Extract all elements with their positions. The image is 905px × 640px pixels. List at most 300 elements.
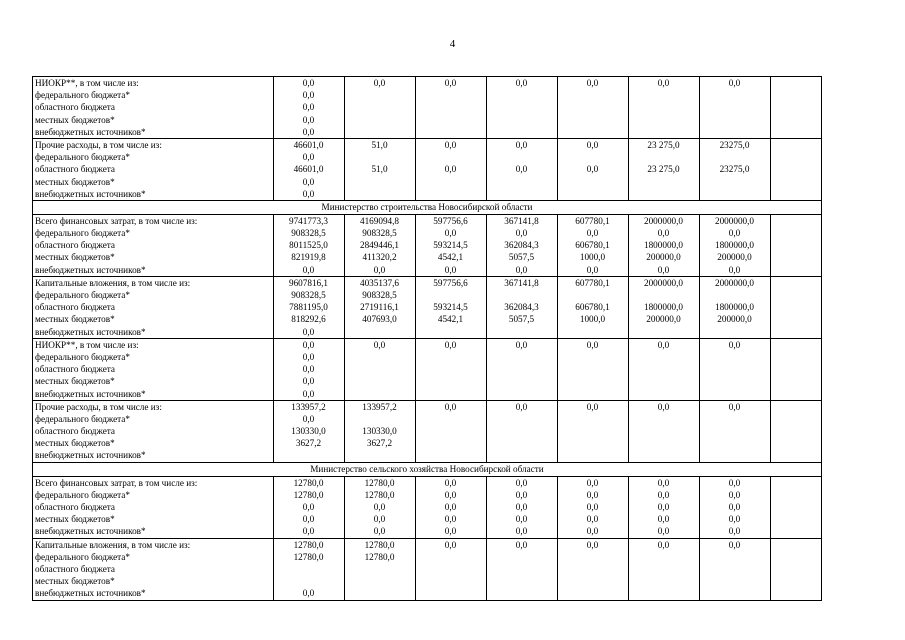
- cell-value: 1800000,0: [643, 302, 684, 313]
- empty-line: [345, 375, 414, 387]
- source-label: внебюджетных источников*: [35, 126, 146, 137]
- source-label: внебюджетных источников*: [35, 526, 146, 537]
- cell-value: 0,0: [728, 264, 741, 275]
- cell-value: 0,0: [657, 539, 670, 550]
- budget-table-body: [33, 77, 822, 601]
- cell-value: 0,0: [444, 526, 457, 537]
- value-cell: [700, 77, 771, 139]
- empty-line: [558, 114, 627, 126]
- cell-value: 0,0: [373, 339, 386, 350]
- empty-line: [700, 101, 769, 113]
- cell-value: 51,0: [371, 164, 388, 175]
- cell-value: 0,0: [302, 176, 315, 187]
- value-cell: [771, 276, 822, 338]
- cell-value: 0,0: [657, 401, 670, 412]
- value-cell: [274, 476, 345, 538]
- cell-value: 12780,0: [364, 477, 395, 488]
- value-cell: [558, 77, 629, 139]
- source-label: местных бюджетов*: [35, 376, 115, 387]
- empty-line: [345, 563, 414, 575]
- indicator-label: Прочие расходы, в том числе из:: [35, 139, 162, 150]
- empty-line: [629, 101, 698, 113]
- cell-value: 0,0: [728, 526, 741, 537]
- value-cell: [416, 400, 487, 462]
- indicator-label: НИОКР**, в том числе из:: [35, 78, 139, 88]
- table-row: [33, 476, 822, 538]
- empty-line: [345, 126, 414, 138]
- table-row: [33, 138, 822, 200]
- table-row: [33, 400, 822, 462]
- empty-line: [558, 425, 627, 437]
- empty-line: [700, 89, 769, 101]
- cell-value: 0,0: [444, 228, 457, 239]
- cell-value: 607780,1: [575, 215, 610, 226]
- empty-line: [629, 575, 698, 587]
- source-label: федерального бюджета*: [35, 351, 130, 362]
- cell-value: 133957,2: [362, 401, 397, 412]
- cell-value: 0,0: [302, 152, 315, 163]
- empty-line: [700, 587, 769, 599]
- value-cell: [416, 77, 487, 139]
- cell-value: 0,0: [586, 164, 599, 175]
- cell-value: [345, 151, 414, 163]
- empty-line: [771, 89, 820, 101]
- empty-line: [345, 575, 414, 587]
- empty-line: [416, 326, 485, 338]
- source-label: областного бюджета: [35, 426, 115, 437]
- empty-line: [629, 375, 698, 387]
- cell-value: [771, 539, 820, 551]
- cell-value: 0,0: [728, 401, 741, 412]
- cell-value: [345, 413, 414, 425]
- empty-line: [700, 126, 769, 138]
- source-label: федерального бюджета*: [35, 152, 130, 163]
- cell-value: 12780,0: [293, 539, 324, 550]
- cell-value: 362084,3: [504, 240, 539, 251]
- empty-line: [700, 351, 769, 363]
- empty-line: [629, 587, 698, 599]
- value-cell: [629, 338, 700, 400]
- value-cell: [274, 338, 345, 400]
- cell-value: 12780,0: [293, 477, 324, 488]
- value-cell: [416, 338, 487, 400]
- indicator-label: Капитальные вложения, в том числе из:: [35, 277, 191, 288]
- empty-line: [629, 326, 698, 338]
- cell-value: [487, 151, 556, 163]
- cell-value: 0,0: [444, 539, 457, 550]
- value-cell: [416, 138, 487, 200]
- cell-value: 0,0: [728, 514, 741, 525]
- cell-value: 2849446,1: [359, 240, 400, 251]
- cell-value: 0,0: [444, 514, 457, 525]
- cell-value: 0,0: [444, 264, 457, 275]
- empty-line: [629, 563, 698, 575]
- value-cell: [629, 138, 700, 200]
- cell-value: 908328,5: [362, 228, 397, 239]
- value-cell: [771, 400, 822, 462]
- value-cell: [274, 538, 345, 600]
- empty-line: [700, 363, 769, 375]
- cell-value: 23275,0: [719, 164, 750, 175]
- empty-line: [416, 587, 485, 599]
- cell-value: 0,0: [302, 514, 315, 525]
- indicator-label: Капитальные вложения, в том числе из:: [35, 539, 191, 550]
- cell-value: 0,0: [373, 514, 386, 525]
- source-label: местных бюджетов*: [35, 514, 115, 525]
- cell-value: 0,0: [657, 477, 670, 488]
- cell-value: 2000000,0: [643, 215, 684, 226]
- cell-value: 0,0: [515, 264, 528, 275]
- cell-value: 200000,0: [646, 252, 681, 263]
- cell-value: 0,0: [657, 339, 670, 350]
- cell-value: 0,0: [586, 502, 599, 512]
- cell-value: [558, 289, 627, 301]
- empty-line: [700, 375, 769, 387]
- source-label: федерального бюджета*: [35, 228, 130, 239]
- cell-value: 1000,0: [579, 314, 606, 325]
- cell-value: 0,0: [302, 376, 315, 387]
- empty-line: [558, 351, 627, 363]
- cell-value: 908328,5: [291, 228, 326, 239]
- empty-line: [558, 176, 627, 188]
- empty-line: [558, 89, 627, 101]
- cell-value: 0,0: [302, 78, 315, 88]
- cell-value: 0,0: [586, 526, 599, 537]
- empty-line: [771, 351, 820, 363]
- empty-line: [345, 351, 414, 363]
- value-cell: [274, 276, 345, 338]
- cell-value: 0,0: [515, 164, 528, 175]
- cell-value: 0,0: [515, 477, 528, 488]
- cell-value: 0,0: [302, 388, 315, 399]
- empty-line: [558, 188, 627, 200]
- empty-line: [771, 413, 820, 425]
- cell-value: 133957,2: [291, 401, 326, 412]
- value-cell: [558, 476, 629, 538]
- empty-line: [558, 587, 627, 599]
- cell-value: 0,0: [586, 401, 599, 412]
- source-label: областного бюджета: [35, 502, 115, 512]
- cell-value: 0,0: [586, 477, 599, 488]
- empty-line: [771, 525, 820, 537]
- cell-value: 0,0: [657, 228, 670, 239]
- indicator-cell: [33, 400, 274, 462]
- value-cell: [700, 214, 771, 276]
- empty-line: [771, 437, 820, 449]
- value-cell: [487, 214, 558, 276]
- cell-value: 0,0: [515, 514, 528, 525]
- indicator-cell: [33, 538, 274, 600]
- cell-value: 4542,1: [437, 252, 464, 263]
- source-label: местных бюджетов*: [35, 576, 115, 587]
- empty-line: [487, 375, 556, 387]
- empty-line: [771, 188, 820, 200]
- cell-value: 4542,1: [437, 314, 464, 325]
- empty-line: [416, 188, 485, 200]
- source-label: внебюджетных источников*: [35, 264, 146, 275]
- cell-value: 23275,0: [719, 139, 750, 150]
- empty-line: [629, 425, 698, 437]
- value-cell: [487, 400, 558, 462]
- indicator-label: НИОКР**, в том числе из:: [35, 339, 139, 350]
- cell-value: [558, 151, 627, 163]
- empty-line: [771, 101, 820, 113]
- cell-value: 0,0: [728, 78, 741, 88]
- empty-line: [771, 114, 820, 126]
- value-cell: [700, 476, 771, 538]
- indicator-cell: [33, 138, 274, 200]
- cell-value: [771, 77, 820, 89]
- cell-value: 0,0: [515, 139, 528, 150]
- empty-line: [771, 563, 820, 575]
- empty-line: [558, 413, 627, 425]
- cell-value: 1800000,0: [714, 302, 755, 313]
- empty-line: [771, 575, 820, 587]
- cell-value: 0,0: [728, 477, 741, 488]
- cell-value: [274, 575, 343, 587]
- source-label: федерального бюджета*: [35, 290, 130, 300]
- source-label: местных бюджетов*: [35, 314, 115, 325]
- cell-value: 362084,3: [504, 302, 539, 313]
- cell-value: 0,0: [302, 90, 315, 101]
- cell-value: 8011525,0: [289, 240, 328, 251]
- budget-table-container: [32, 76, 821, 601]
- value-cell: [345, 276, 416, 338]
- value-cell: [558, 538, 629, 600]
- empty-line: [416, 89, 485, 101]
- cell-value: [771, 339, 820, 351]
- value-cell: [274, 138, 345, 200]
- value-cell: [487, 276, 558, 338]
- source-label: федерального бюджета*: [35, 489, 130, 500]
- empty-line: [700, 425, 769, 437]
- empty-line: [416, 114, 485, 126]
- value-cell: [771, 476, 822, 538]
- cell-value: 7881195,0: [289, 302, 328, 313]
- cell-value: 0,0: [444, 164, 457, 175]
- empty-line: [771, 363, 820, 375]
- empty-line: [629, 413, 698, 425]
- empty-line: [700, 176, 769, 188]
- cell-value: 9741773,3: [288, 215, 329, 226]
- cell-value: 0,0: [302, 188, 315, 199]
- cell-value: 0,0: [586, 539, 599, 550]
- cell-value: 200000,0: [717, 252, 752, 263]
- cell-value: [700, 151, 769, 163]
- source-label: внебюджетных источников*: [35, 326, 146, 337]
- cell-value: [771, 139, 820, 151]
- cell-value: 0,0: [302, 351, 315, 362]
- cell-value: 0,0: [373, 78, 386, 88]
- cell-value: [629, 151, 698, 163]
- empty-line: [345, 176, 414, 188]
- empty-line: [558, 551, 627, 563]
- empty-line: [771, 425, 820, 437]
- cell-value: 593214,5: [433, 240, 468, 251]
- empty-line: [700, 188, 769, 200]
- empty-line: [416, 101, 485, 113]
- cell-value: 0,0: [586, 139, 599, 150]
- source-label: областного бюджета: [35, 364, 115, 375]
- empty-line: [629, 126, 698, 138]
- empty-line: [345, 188, 414, 200]
- value-cell: [345, 400, 416, 462]
- empty-line: [487, 425, 556, 437]
- cell-value: 23 275,0: [647, 164, 680, 175]
- indicator-cell: [33, 77, 274, 139]
- cell-value: 1800000,0: [714, 240, 755, 251]
- value-cell: [416, 476, 487, 538]
- empty-line: [558, 375, 627, 387]
- value-cell: [700, 276, 771, 338]
- cell-value: 0,0: [657, 78, 670, 88]
- section-title: Министерство сельского хозяйства Новосибирской области: [33, 462, 822, 476]
- empty-line: [700, 413, 769, 425]
- empty-line: [487, 363, 556, 375]
- section-row: [33, 200, 822, 214]
- source-label: федерального бюджета*: [35, 90, 130, 101]
- cell-value: 407693,0: [362, 314, 397, 325]
- cell-value: 0,0: [302, 126, 315, 137]
- empty-line: [487, 449, 556, 461]
- cell-value: [771, 401, 820, 413]
- cell-value: 5057,5: [508, 314, 535, 325]
- value-cell: [629, 77, 700, 139]
- cell-value: 0,0: [586, 339, 599, 350]
- indicator-cell: [33, 276, 274, 338]
- source-label: внебюджетных источников*: [35, 188, 146, 199]
- cell-value: 3627,2: [366, 438, 393, 449]
- empty-line: [416, 551, 485, 563]
- cell-value: 2000000,0: [643, 277, 684, 288]
- source-label: местных бюджетов*: [35, 438, 115, 449]
- cell-value: 12780,0: [364, 551, 395, 562]
- cell-value: [700, 289, 769, 301]
- cell-value: 0,0: [302, 102, 315, 113]
- cell-value: 0,0: [586, 489, 599, 500]
- empty-line: [629, 176, 698, 188]
- value-cell: [771, 538, 822, 600]
- cell-value: 4169094,8: [359, 215, 400, 226]
- empty-line: [416, 563, 485, 575]
- empty-line: [771, 251, 820, 263]
- value-cell: [558, 400, 629, 462]
- cell-value: 0,0: [444, 401, 457, 412]
- budget-table: [32, 76, 822, 601]
- value-cell: [345, 138, 416, 200]
- cell-value: 0,0: [444, 139, 457, 150]
- cell-value: 818292,6: [291, 314, 326, 325]
- source-label: областного бюджета: [35, 302, 115, 313]
- cell-value: 0,0: [586, 514, 599, 525]
- value-cell: [487, 338, 558, 400]
- cell-value: 597756,6: [433, 215, 468, 226]
- cell-value: 606780,1: [575, 240, 610, 251]
- indicator-label: Всего финансовых затрат, в том числе из:: [35, 477, 198, 488]
- cell-value: 0,0: [444, 502, 457, 512]
- empty-line: [487, 188, 556, 200]
- cell-value: 46601,0: [293, 164, 324, 175]
- cell-value: 12780,0: [364, 539, 395, 550]
- empty-line: [629, 551, 698, 563]
- empty-line: [345, 449, 414, 461]
- value-cell: [700, 400, 771, 462]
- indicator-cell: [33, 476, 274, 538]
- value-cell: [274, 77, 345, 139]
- cell-value: 0,0: [657, 264, 670, 275]
- empty-line: [629, 114, 698, 126]
- page-number: 4: [449, 38, 456, 50]
- empty-line: [416, 351, 485, 363]
- empty-line: [629, 363, 698, 375]
- cell-value: 821919,8: [291, 252, 326, 263]
- value-cell: [274, 400, 345, 462]
- cell-value: 0,0: [373, 502, 386, 512]
- value-cell: [629, 214, 700, 276]
- empty-line: [771, 289, 820, 301]
- empty-line: [558, 363, 627, 375]
- cell-value: 0,0: [302, 339, 315, 350]
- empty-line: [700, 114, 769, 126]
- cell-value: 5057,5: [508, 252, 535, 263]
- cell-value: 0,0: [302, 326, 315, 337]
- cell-value: 411320,2: [362, 252, 397, 263]
- empty-line: [771, 501, 820, 513]
- value-cell: [629, 400, 700, 462]
- source-label: местных бюджетов*: [35, 252, 115, 263]
- cell-value: 12780,0: [364, 489, 395, 500]
- cell-value: 0,0: [444, 339, 457, 350]
- value-cell: [416, 214, 487, 276]
- cell-value: 0,0: [302, 114, 315, 125]
- empty-line: [345, 388, 414, 400]
- value-cell: [487, 476, 558, 538]
- empty-line: [416, 176, 485, 188]
- empty-line: [487, 101, 556, 113]
- cell-value: 9607816,1: [288, 277, 329, 288]
- indicator-cell: [33, 214, 274, 276]
- empty-line: [771, 513, 820, 525]
- cell-value: 597756,6: [433, 277, 468, 288]
- cell-value: 0,0: [586, 78, 599, 88]
- empty-line: [629, 437, 698, 449]
- empty-line: [487, 551, 556, 563]
- cell-value: 0,0: [657, 514, 670, 525]
- empty-line: [416, 126, 485, 138]
- empty-line: [487, 575, 556, 587]
- cell-value: 4035137,6: [359, 277, 400, 288]
- empty-line: [558, 437, 627, 449]
- cell-value: 46601,0: [293, 139, 324, 150]
- cell-value: 12780,0: [293, 551, 324, 562]
- empty-line: [416, 363, 485, 375]
- empty-line: [629, 449, 698, 461]
- empty-line: [487, 89, 556, 101]
- cell-value: 607780,1: [575, 277, 610, 288]
- empty-line: [771, 326, 820, 338]
- empty-line: [771, 163, 820, 175]
- cell-value: 12780,0: [293, 489, 324, 500]
- value-cell: [345, 214, 416, 276]
- empty-line: [771, 313, 820, 325]
- cell-value: 51,0: [371, 139, 388, 150]
- table-row: [33, 77, 822, 139]
- cell-value: 23 275,0: [647, 139, 680, 150]
- empty-line: [700, 437, 769, 449]
- value-cell: [629, 276, 700, 338]
- cell-value: 130330,0: [362, 426, 397, 437]
- empty-line: [345, 114, 414, 126]
